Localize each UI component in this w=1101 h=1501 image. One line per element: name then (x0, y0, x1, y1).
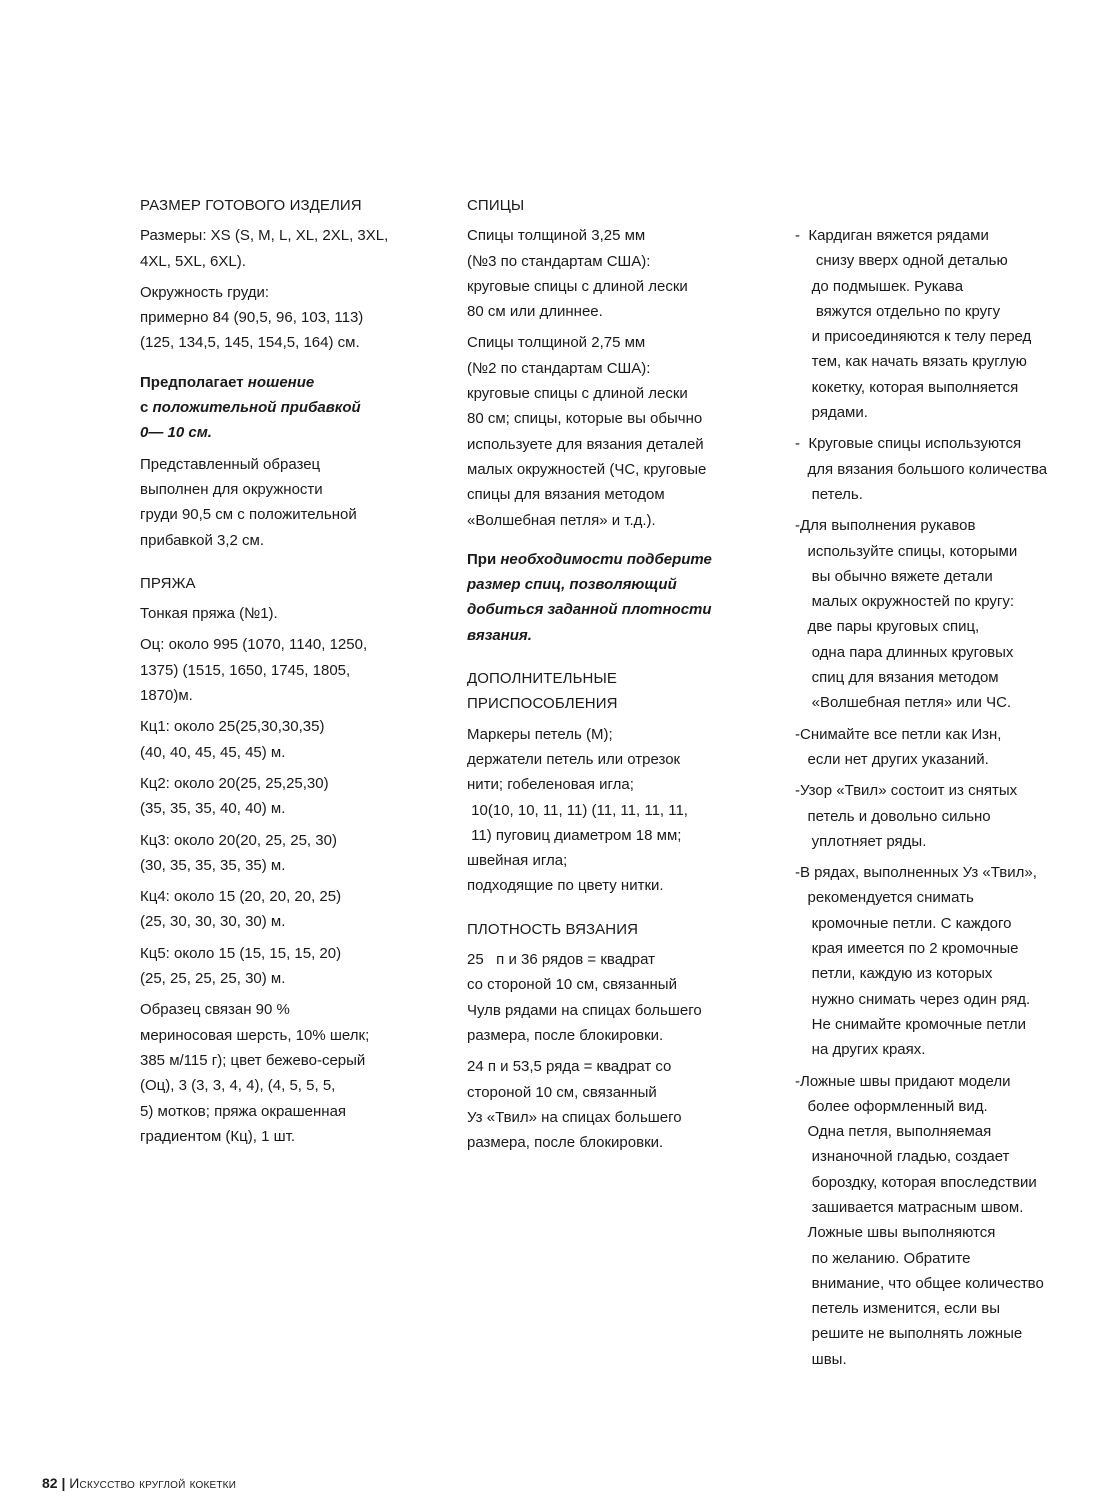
text-line: зашивается матрасным швом. (795, 1198, 1024, 1216)
text-line: решите не выполнять ложные (795, 1325, 1023, 1343)
text-line: (№2 по стандартам США): (467, 359, 651, 377)
text-line: груди 90,5 см с положительной (140, 506, 357, 524)
needles-note-line-4: вязания. (467, 626, 532, 644)
note-6 (795, 860, 1085, 1062)
text-line: более оформленный вид. (795, 1097, 988, 1115)
text-line: одна пара длинных круговых (795, 643, 1014, 661)
text-line: -В рядах, выполненных Уз «Твил», (795, 864, 1037, 882)
ease-word: ношение (247, 373, 315, 391)
text-line: Чулв рядами на спицах большего (467, 1001, 702, 1019)
column-middle (467, 193, 767, 1161)
yarn-oc (140, 632, 430, 708)
text-line: Спицы толщиной 2,75 мм (467, 334, 646, 352)
text-line: ДОПОЛНИТЕЛЬНЫЕ (467, 670, 617, 688)
note-3 (795, 513, 1085, 715)
text-line: держатели петель или отрезок (467, 750, 681, 768)
yarn-kc2 (140, 771, 430, 822)
text-line: подходящие по цвету нитки. (467, 877, 664, 895)
extra-list (467, 722, 767, 899)
ease-prefix-2: с (140, 399, 153, 417)
text-line: швы. (795, 1350, 847, 1368)
text-line: (25, 30, 30, 30, 30) м. (140, 913, 286, 931)
text-line: Ложные швы выполняются (795, 1224, 996, 1242)
text-line: (25, 25, 25, 25, 30) м. (140, 970, 286, 988)
note-7 (795, 1069, 1085, 1373)
text-line: «Волшебная петля» или ЧС. (795, 694, 1012, 712)
text-line: используете для вязания деталей (467, 435, 704, 453)
text-line: Оц: около 995 (1070, 1140, 1250, (140, 636, 368, 654)
text-line: Образец связан 90 % (140, 1001, 290, 1019)
text-line: градиентом (Кц), 1 шт. (140, 1127, 296, 1145)
text-line: (№3 по стандартам США): (467, 252, 651, 270)
text-line: (125, 134,5, 145, 154,5, 164) см. (140, 334, 360, 352)
text-line: - Кардиган вяжется рядами (795, 227, 989, 244)
note-4 (795, 722, 1085, 773)
text-line: бороздку, которая впоследствии (795, 1173, 1037, 1191)
text-line: «Волшебная петля» и т.д.). (467, 511, 656, 529)
text-line: 80 см или длиннее. (467, 303, 603, 321)
text-line: две пары круговых спиц, (795, 618, 980, 636)
note-1 (795, 223, 1085, 425)
extra-heading (467, 666, 767, 717)
text-line: -Ложные швы придают модели (795, 1072, 1011, 1090)
needle-2 (467, 330, 767, 532)
text-line: малых окружностей по кругу: (795, 593, 1015, 611)
text-line: - Круговые спицы используются (795, 435, 1022, 453)
text-line: вы обычно вяжете детали (795, 567, 993, 585)
text-line: -Для выполнения рукавов (795, 517, 976, 535)
text-line: уплотняет ряды. (795, 832, 927, 850)
text-line: Уз «Твил» на спицах большего (467, 1108, 682, 1126)
text-line: и присоединяются к телу перед (795, 328, 1032, 346)
text-line: Кц1: около 25(25,30,30,35) (140, 718, 325, 736)
needle-1 (467, 223, 767, 324)
text-line: со стороной 10 см, связанный (467, 976, 677, 994)
text-line: малых окружностей (ЧС, круговые (467, 460, 707, 478)
text-line: вяжутся отдельно по кругу (795, 302, 1001, 320)
text-line: по желанию. Обратите (795, 1249, 971, 1267)
text-line: размера, после блокировки. (467, 1026, 664, 1044)
yarn-heading: ПРЯЖА (140, 574, 196, 592)
text-line: (40, 40, 45, 45, 45) м. (140, 743, 286, 761)
text-line: рекомендуется снимать (795, 889, 974, 907)
text-line: внимание, что общее количество (795, 1274, 1044, 1292)
footer-separator: | (57, 1475, 70, 1491)
text-line: петли, каждую из которых (795, 965, 993, 983)
chest-paragraph (140, 280, 430, 356)
text-line: -Снимайте все петли как Изн, (795, 725, 1002, 743)
text-line: Размеры: XS (S, M, L, XL, 2XL, 3XL, (140, 227, 389, 245)
yarn-kc5 (140, 941, 430, 992)
text-line: спицы для вязания методом (467, 486, 665, 504)
text-line: ПРИСПОСОБЛЕНИЯ (467, 695, 618, 713)
column-left (140, 193, 430, 1155)
text-line: петель изменится, если вы (795, 1300, 1001, 1318)
text-line: Не снимайте кромочные петли (795, 1015, 1027, 1033)
ease-prefix: Предполагает (140, 373, 248, 391)
text-line: 80 см; спицы, которые вы обычно (467, 410, 703, 428)
ease-line-2: положительной прибавкой (152, 399, 361, 417)
text-line: примерно 84 (90,5, 96, 103, 113) (140, 309, 364, 327)
needles-note-first: необходимости подберите (500, 550, 712, 568)
text-line: используйте спицы, которыми (795, 542, 1018, 560)
text-line: прибавкой 3,2 см. (140, 531, 265, 549)
gauge-heading: ПЛОТНОСТЬ ВЯЗАНИЯ (467, 920, 639, 938)
text-line: стороной 10 см, связанный (467, 1083, 657, 1101)
text-line: до подмышек. Рукава (795, 277, 964, 295)
text-line: Кц4: около 15 (20, 20, 20, 25) (140, 888, 342, 906)
text-line: 24 п и 53,5 ряда = квадрат со (467, 1058, 672, 1076)
yarn-type: Тонкая пряжа (№1). (140, 605, 278, 623)
needles-note (467, 547, 767, 648)
note-2 (795, 431, 1085, 507)
text-line: тем, как начать вязать круглую (795, 353, 1027, 371)
sample-yarn-paragraph (140, 997, 430, 1149)
text-line: края имеется по 2 кромочные (795, 940, 1019, 958)
text-line: на других краях. (795, 1041, 926, 1059)
text-line: 1870)м. (140, 687, 193, 705)
needles-note-prefix: При (467, 550, 501, 568)
text-line: мериносовая шерсть, 10% шелк; (140, 1026, 370, 1044)
text-line: размера, после блокировки. (467, 1134, 664, 1152)
text-line: Окружность груди: (140, 283, 270, 301)
text-line: 385 м/115 г); цвет бежево-серый (140, 1051, 366, 1069)
gauge-1 (467, 947, 767, 1048)
gauge-2 (467, 1054, 767, 1155)
text-line: 11) пуговиц диаметром 18 мм; (467, 826, 682, 844)
text-line: Маркеры петель (М); (467, 725, 613, 743)
text-line: 4XL, 5XL, 6XL). (140, 252, 246, 270)
text-line: 25 п и 36 рядов = квадрат (467, 951, 656, 969)
text-line: спиц для вязания методом (795, 669, 999, 687)
page-footer (42, 1475, 236, 1491)
text-line: 5) мотков; пряжа окрашенная (140, 1102, 347, 1120)
text-line: кокетку, которая выполняется (795, 378, 1019, 396)
text-line: Спицы толщиной 3,25 мм (467, 227, 646, 245)
yarn-kc1 (140, 714, 430, 765)
page-number: 82 (42, 1475, 58, 1491)
yarn-kc4 (140, 884, 430, 935)
sample-paragraph (140, 452, 430, 553)
text-line: петель и довольно сильно (795, 807, 991, 825)
book-title: Искусство круглой кокетки (69, 1475, 237, 1491)
text-line: нужно снимать через один ряд. (795, 990, 1031, 1008)
text-line: (30, 35, 35, 35, 35) м. (140, 856, 286, 874)
text-line: снизу вверх одной деталью (795, 252, 1008, 270)
text-line: Кц3: около 20(20, 25, 25, 30) (140, 831, 337, 849)
size-heading: РАЗМЕР ГОТОВОГО ИЗДЕЛИЯ (140, 197, 362, 214)
text-line: швейная игла; (467, 852, 568, 870)
needles-note-line-3: добиться заданной плотности (467, 601, 712, 619)
text-line: -Узор «Твил» состоит из снятых (795, 782, 1018, 800)
text-line: (Оц), 3 (3, 3, 4, 4), (4, 5, 5, 5, (140, 1077, 336, 1095)
text-line: изнаночной гладью, создает (795, 1148, 1010, 1166)
text-line: Кц2: около 20(25, 25,25,30) (140, 774, 329, 792)
yarn-kc3 (140, 828, 430, 879)
needles-heading: СПИЦЫ (467, 197, 525, 214)
text-line: Одна петля, выполняемая (795, 1123, 992, 1141)
text-line: Представленный образец (140, 455, 321, 473)
note-5 (795, 778, 1085, 854)
text-line: 1375) (1515, 1650, 1745, 1805, (140, 661, 351, 679)
text-line: кромочные петли. С каждого (795, 914, 1012, 932)
text-line: (35, 35, 35, 40, 40) м. (140, 800, 286, 818)
text-line: рядами. (795, 404, 868, 422)
text-line: нити; гобеленовая игла; (467, 776, 634, 794)
column-right (795, 223, 1085, 1378)
text-line: круговые спицы с длиной лески (467, 277, 688, 295)
text-line: для вязания большого количества (795, 460, 1048, 478)
ease-note (140, 370, 430, 446)
text-line: если нет других указаний. (795, 750, 989, 768)
text-line: петель. (795, 485, 863, 503)
text-line: Кц5: около 15 (15, 15, 15, 20) (140, 944, 342, 962)
text-line: круговые спицы с длиной лески (467, 385, 688, 403)
text-line: выполнен для окружности (140, 480, 323, 498)
ease-line-3: 0— 10 см. (140, 424, 212, 442)
sizes-paragraph (140, 223, 430, 274)
needles-note-line-2: размер спиц, позволяющий (467, 576, 677, 594)
text-line: 10(10, 10, 11, 11) (11, 11, 11, 11, (467, 801, 688, 819)
